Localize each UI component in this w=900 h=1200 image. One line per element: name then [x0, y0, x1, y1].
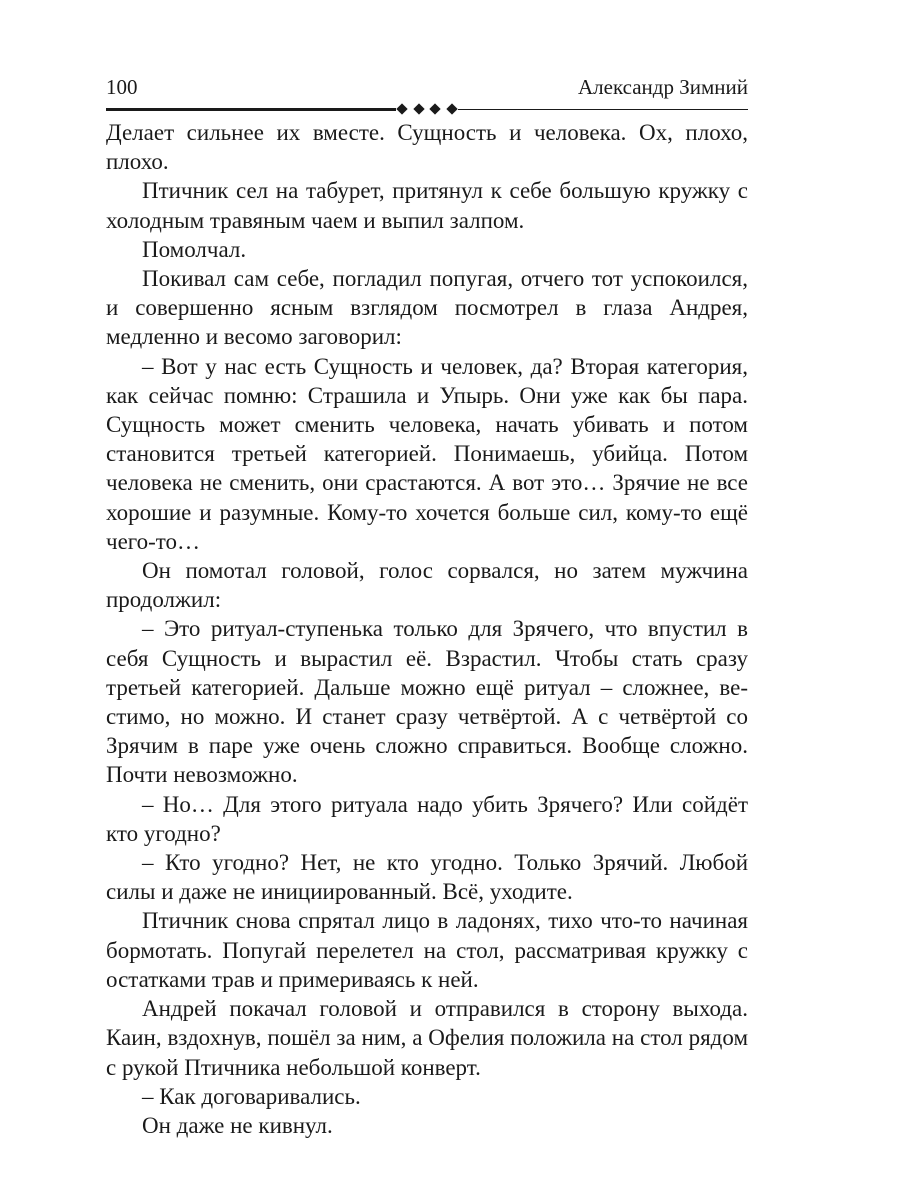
diamond-icon [396, 103, 407, 114]
diamond-icon [430, 103, 441, 114]
paragraph: Птичник сел на табурет, притянул к себе большую кружку с холодным травяным чаем и выпил залпом. [106, 178, 748, 233]
paragraph: – Но… Для этого ритуала надо убить Зрячего? Или сойдёт кто угодно? [106, 791, 748, 846]
paragraph: – Кто угодно? Нет, не кто угодно. Только Зрячий. Любой силы и даже не инициированный. Всё, уходите. [106, 850, 748, 905]
paragraph: Птичник снова спрятал лицо в ладонях, тихо что-то начиная бормотать. Попугай перелетел на стол, рассматривая кружку с остатками трав и примериваясь к ней. [106, 908, 748, 992]
book-page [106, 72, 748, 1140]
diamond-icon [446, 103, 457, 114]
page-number: 100 [106, 75, 138, 99]
paragraph: Он даже не кивнул. [142, 1112, 333, 1138]
paragraph: – Как договаривались. [142, 1083, 361, 1109]
paragraph: Покивал сам себе, погладил попугая, отчего тот успокоился, и совершенно ясным взглядом посмотрел в глаза Андрея, медленно и весомо заговорил: [106, 266, 748, 350]
paragraph: Андрей покачал головой и отправился в сторону выхода. Каин, вздохнув, пошёл за ним, а Офелия положила на стол рядом с рукой Птичника небольшой конверт. [106, 996, 748, 1080]
diamond-ornament [398, 102, 456, 116]
paragraph: Делает сильнее их вместе. Сущность и человека. Ох, плохо, плохо. [106, 120, 748, 175]
rule-left-thick [106, 108, 396, 111]
body-text [106, 118, 748, 1140]
paragraph: Помолчал. [142, 236, 247, 262]
running-head [106, 72, 748, 102]
paragraph: – Это ритуал-ступенька только для Зрячего, что впустил в себя Сущность и вырастил её. Взрастил. Чтобы стать сразу третьей категорией. Дальше можно ещё ритуал – сложнее, вестимо, но можно. И станет сразу четвёртой. А с четвёртой со Зрячим в паре уже очень сложно справиться. Вообще сложно. Почти невозможно. [106, 616, 748, 788]
header-ornament-rule [106, 102, 748, 116]
paragraph: Он помотал головой, голос сорвался, но затем мужчина продолжил: [106, 558, 748, 613]
diamond-icon [413, 103, 424, 114]
rule-right-thin [458, 109, 748, 110]
paragraph: – Вот у нас есть Сущность и человек, да? Вторая категория, как сейчас помню: Страшила и Упырь. Они уже как бы пара. Сущность может сменить человека, начать убивать и потом становится третьей категорией. Понимаешь, убийца. Потом человека не сменить, они срастаются. А вот это… Зрячие не все хорошие и разумные. Кому-то хочется больше сил, кому-то ещё чего-то… [106, 353, 748, 554]
running-title: Александр Зимний [578, 75, 748, 99]
